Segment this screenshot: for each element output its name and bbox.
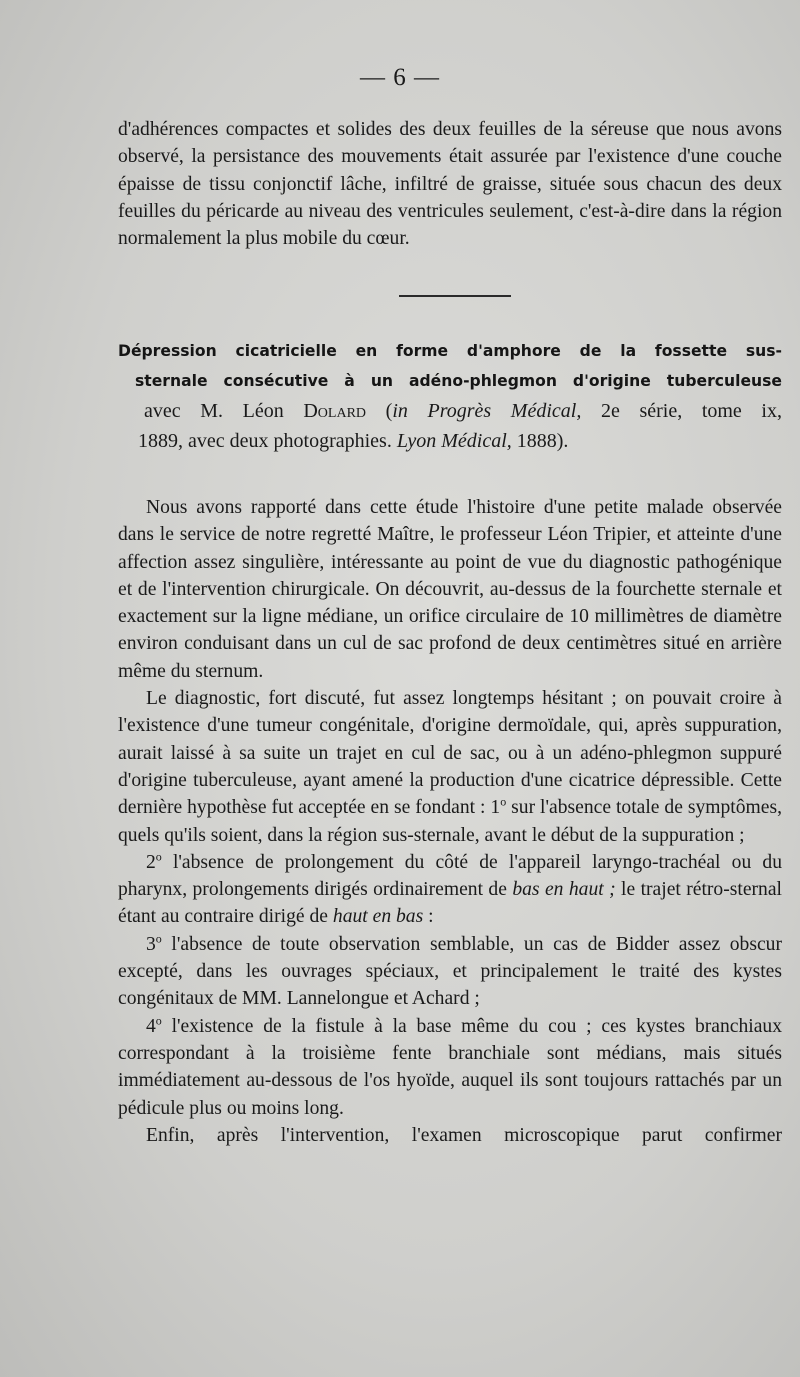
article-title-line-2: sternale consécutive à un adéno-phlegmon d'origine tuberculeuse	[135, 372, 782, 390]
body-paragraph-4: 3$^o$ l'absence de toute observation semblable, un cas de Bidder assez obscur excepté, dans les ouvrages spéciaux, et principalement le traité des kystes congénitaux de MM. Lannelongue et Achard ;	[118, 931, 782, 1010]
body-paragraph-2: Le diagnostic, fort discuté, fut assez longtemps hésitant ; on pouvait croire à l'existence d'une tumeur congénitale, d'origine dermoïdale, qui, après suppuration, aurait laissé à sa suite un trajet en cul de sac, ou à un adéno-phlegmon suppuré d'origine tuberculeuse, ayant amené la production d'une cicatrice dépressible. Cette dernière hypothèse fut acceptée en se fondant : 1$^o$ sur l'absence totale de symptômes, quels qu'ils soient, dans la région sus-sternale, avant le début de la suppuration ;	[118, 688, 782, 846]
citation-journal-2: Lyon Médical,	[396, 430, 512, 452]
article-title-line-1: Dépression cicatricielle en forme d'amphore de la fossette sus-	[118, 342, 782, 360]
citation-line-2: 1889, avec deux photographies. Lyon Médical, 1888).	[138, 430, 569, 452]
body-paragraph-5: 4$^o$ l'existence de la fistule à la base même du cou ; ces kystes branchiaux correspondant à la troisième fente branchiale sont médians, mais situés immédiatement au-dessous de l'os hyoïde, auquel ils sont toujours rattachés par un pédicule plus ou moins long.	[118, 1013, 782, 1119]
intro-paragraph	[118, 116, 782, 252]
citation-journal-1: in Progrès Médical,	[392, 400, 582, 422]
citation-line-1: avec M. Léon Dolard (in Progrès Médical, 2e série, tome ix,	[144, 400, 782, 422]
page-number: — 6 —	[360, 64, 440, 91]
citation-author: Dolard	[303, 400, 367, 422]
body-paragraph-3: 2$^o$ l'absence de prolongement du côté de l'appareil laryngo-trachéal ou du pharynx, prolongements dirigés ordinairement de bas en haut ; le trajet rétro-sternal étant au contraire dirigé de haut en bas :	[118, 849, 782, 928]
article-title	[118, 336, 782, 396]
intro-text: d'adhérences compactes et solides des deux feuilles de la séreuse que nous avons observé, la persistance des mouvements était assurée par l'existence d'une couche épaisse de tissu conjonctif lâche, infiltré de graisse, située sous chacun des deux feuilles du péricarde au niveau des ventricules seulement, c'est-à-dire dans la région normalement la plus mobile du cœur.	[118, 119, 782, 250]
body-paragraph-1: Nous avons rapporté dans cette étude l'histoire d'une petite malade observée dans le service de notre regretté Maître, le professeur Léon Tripier, et atteinte d'une affection assez singulière, intéressante au point de vue du diagnostic pathogénique et de l'intervention chirurgicale. On découvrit, au-dessus de la fourchette sternale et exactement sur la ligne médiane, un orifice circulaire de 10 millimètres de diamètre environ conduisant dans un cul de sac profond de deux centimètres situé en arrière même du sternum.	[118, 497, 782, 682]
article-body	[118, 494, 782, 1149]
body-paragraph-6: Enfin, après l'intervention, l'examen microscopique parut confirmer	[146, 1124, 782, 1146]
article-citation	[118, 396, 782, 456]
section-divider	[399, 295, 511, 297]
